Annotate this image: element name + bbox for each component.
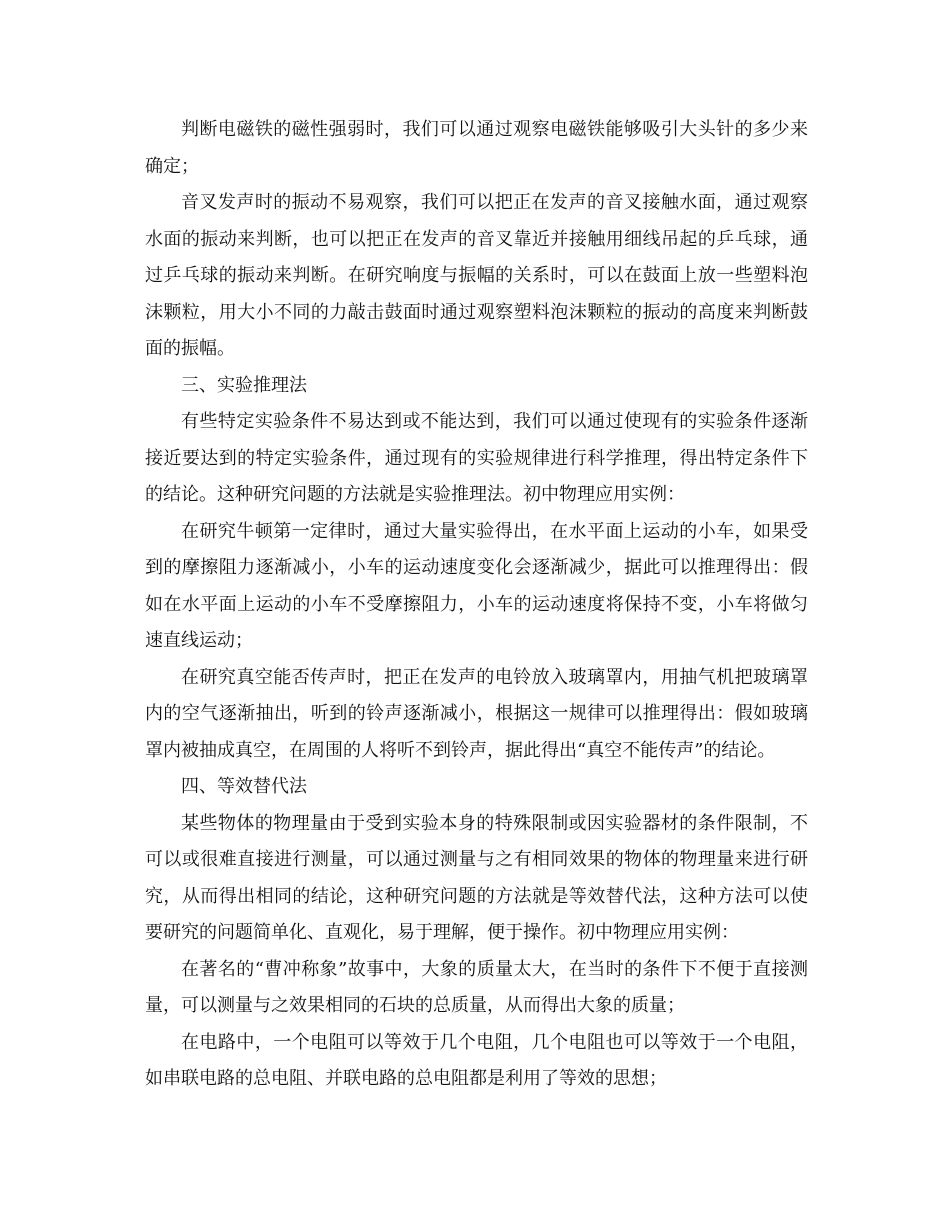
paragraph-equivalent-resistance: 在电路中，一个电阻可以等效于几个电阻，几个电阻也可以等效于一个电阻，如串联电路的总电阻、并联电路的总电阻都是利用了等效的思想； <box>145 1031 808 1089</box>
paragraph-electromagnet: 判断电磁铁的磁性强弱时，我们可以通过观察电磁铁能够吸引大头针的多少来确定； <box>145 119 808 177</box>
paragraph-tuning-fork: 音叉发声时的振动不易观察，我们可以把正在发声的音叉接触水面，通过观察水面的振动来判断，也可以把正在发声的音叉靠近并接触用细线吊起的乒乓球，通过乒乓球的振动来判断。在研究响度与振幅的关系时，可以在鼓面上放一些塑料泡沫颗粒，用大小不同的力敲击鼓面时通过观察塑料泡沫颗粒的振动的高度来判断鼓面的振幅。 <box>145 192 808 359</box>
section-heading-experimental-reasoning: 三、实验推理法 <box>181 374 307 396</box>
paragraph-vacuum-sound: 在研究真空能否传声时，把正在发声的电铃放入玻璃罩内，用抽气机把玻璃罩内的空气逐渐抽出，听到的铃声逐渐减小，根据这一规律可以推理得出：假如玻璃罩内被抽成真空，在周围的人将听不到铃声，据此得出“真空不能传声”的结论。 <box>145 666 808 761</box>
section-heading-equivalent-substitution: 四、等效替代法 <box>181 776 307 797</box>
paragraph-reasoning-definition: 有些特定实验条件不易达到或不能达到，我们可以通过使现有的实验条件逐渐接近要达到的特定实验条件，通过现有的实验规律进行科学推理，得出特定条件下的结论。这种研究问题的方法就是实验推理法。初中物理应用实例： <box>145 411 808 505</box>
paragraph-substitution-definition: 某些物体的物理量由于受到实验本身的特殊限制或因实验器材的条件限制，不可以或很难直接进行测量，可以通过测量与之有相同效果的物体的物理量来进行研究，从而得出相同的结论，这种研究问题的方法就是等效替代法，这种方法可以使要研究的问题简单化、直观化，易于理解，便于操作。初中物理应用实例： <box>145 812 808 943</box>
paragraph-cao-chong-elephant: 在著名的“曹冲称象”故事中，大象的质量太大，在当时的条件下不便于直接测量，可以测量与之效果相同的石块的总质量，从而得出大象的质量； <box>145 958 808 1016</box>
paragraph-newton-first-law: 在研究牛顿第一定律时，通过大量实验得出，在水平面上运动的小车，如果受到的摩擦阻力逐渐减小，小车的运动速度变化会逐渐减少，据此可以推理得出：假如在水平面上运动的小车不受摩擦阻力，小车的运动速度将保持不变，小车将做匀速直线运动； <box>145 520 808 651</box>
document-body <box>145 112 808 1098</box>
